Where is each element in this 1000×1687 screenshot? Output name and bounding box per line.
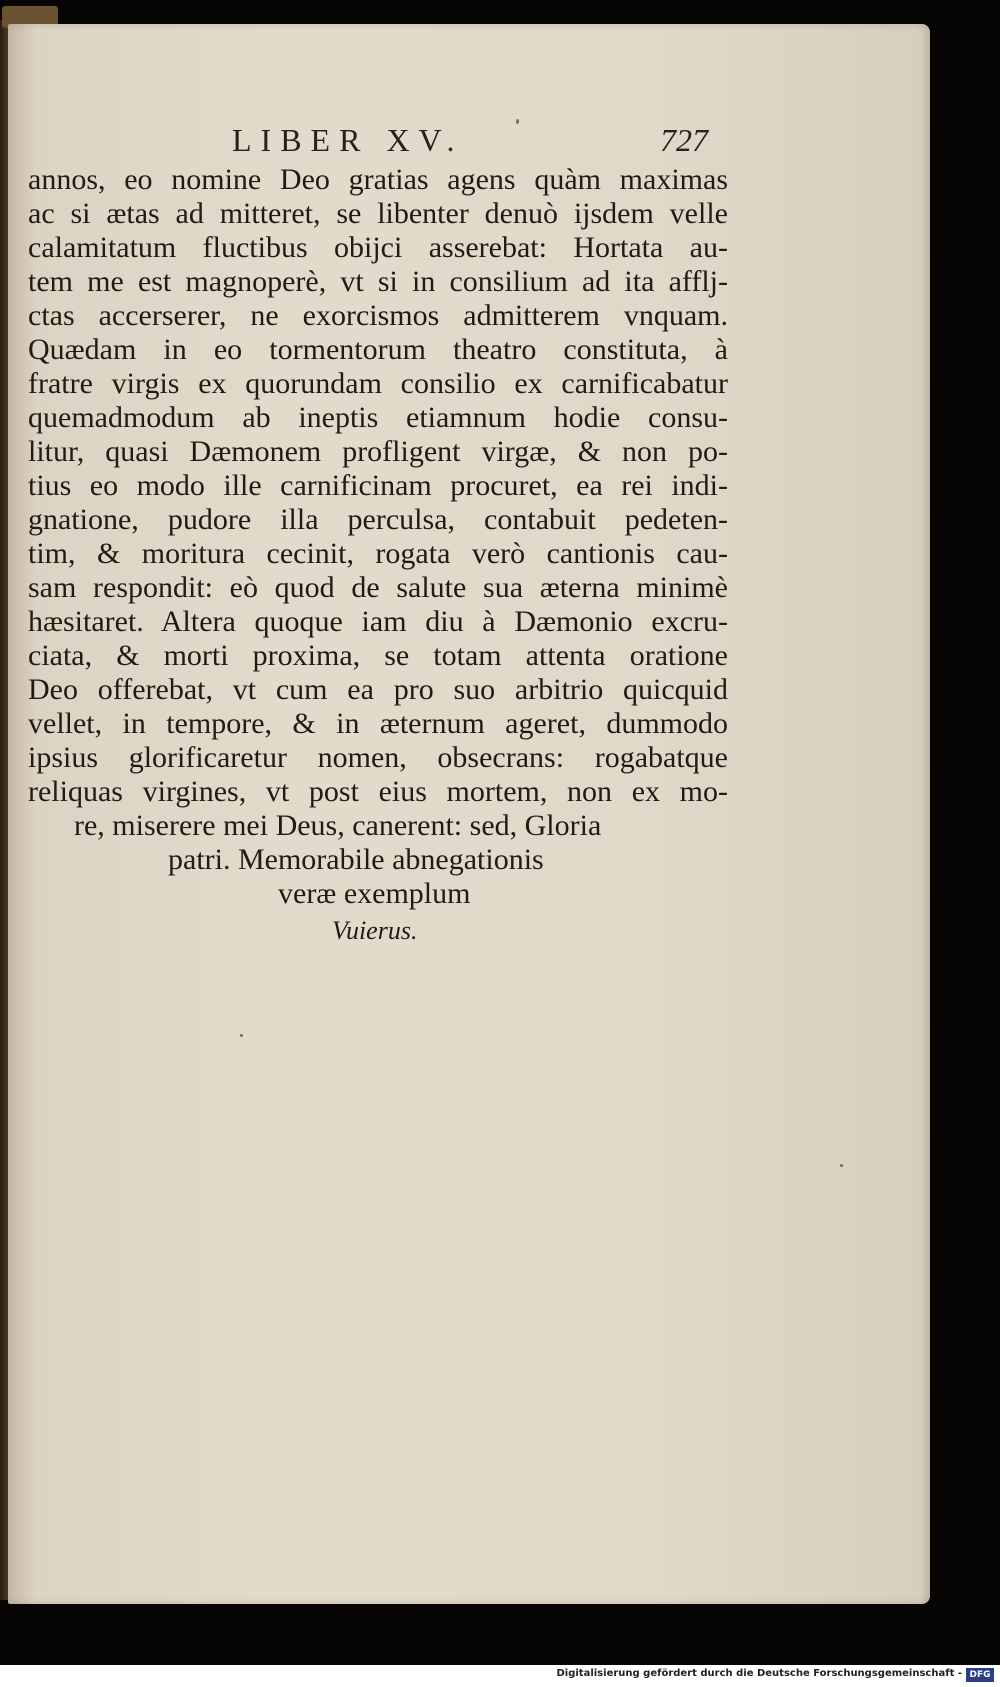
text-line: litur, quasi Dæmonem profligent virgæ, & non po-: [28, 435, 728, 468]
text-line: hæsitaret. Altera quoque iam diu à Dæmonio excru-: [28, 605, 728, 638]
text-line: ctas accerserer, ne exorcismos admitterem vnquam.: [28, 299, 728, 332]
page-number: 727: [660, 122, 708, 158]
text-line: Quædam in eo tormentorum theatro constituta, à: [28, 333, 728, 366]
text-line: vellet, in tempore, & in æternum ageret, dummodo: [28, 707, 728, 740]
text-line: ac si ætas ad mitteret, se libenter denuò ijsdem velle: [28, 197, 728, 230]
text-line: fratre virgis ex quorundam consilio ex carnificabatur: [28, 367, 728, 400]
text-line: reliquas virgines, vt post eius mortem, non ex mo-: [28, 775, 728, 808]
text-line: tim, & moritura cecinit, rogata verò cantionis cau-: [28, 537, 728, 570]
text-line: calamitatum fluctibus obijci asserebat: Hortata au-: [28, 231, 728, 264]
text-line: ciata, & morti proxima, se totam attenta oratione: [28, 639, 728, 672]
running-head: LIBER XV.: [232, 122, 464, 158]
text-line: sam respondit: eò quod de salute sua æterna minimè: [28, 571, 728, 604]
author-signature: Vuierus.: [332, 916, 418, 945]
closing-line: patri. Memorabile abnegationis: [168, 843, 544, 876]
text-line: annos, eo nomine Deo gratias agens quàm maximas: [28, 163, 728, 196]
footer-bar: [0, 1665, 1000, 1687]
closing-line: re, miserere mei Deus, canerent: sed, Gloria: [74, 809, 602, 842]
ink-speck: [516, 119, 519, 124]
text-line: ipsius glorificaretur nomen, obsecrans: rogabatque: [28, 741, 728, 774]
text-line: tem me est magnoperè, vt si in consilium ad ita afflj-: [28, 265, 728, 298]
funding-credit: Digitalisierung gefördert durch die Deutsche Forschungsgemeinschaft -: [556, 1668, 962, 1679]
ink-speck: [240, 1034, 243, 1037]
text-line: tius eo modo ille carnificinam procuret, ea rei indi-: [28, 469, 728, 502]
dfg-logo-icon: DFG: [966, 1668, 994, 1682]
ink-speck: [840, 1164, 843, 1167]
text-line: Deo offerebat, vt cum ea pro suo arbitrio quicquid: [28, 673, 728, 706]
text-line: quemadmodum ab ineptis etiamnum hodie consu-: [28, 401, 728, 434]
closing-line: veræ exemplum: [278, 877, 471, 910]
text-line: gnatione, pudore illa perculsa, contabuit pedeten-: [28, 503, 728, 536]
